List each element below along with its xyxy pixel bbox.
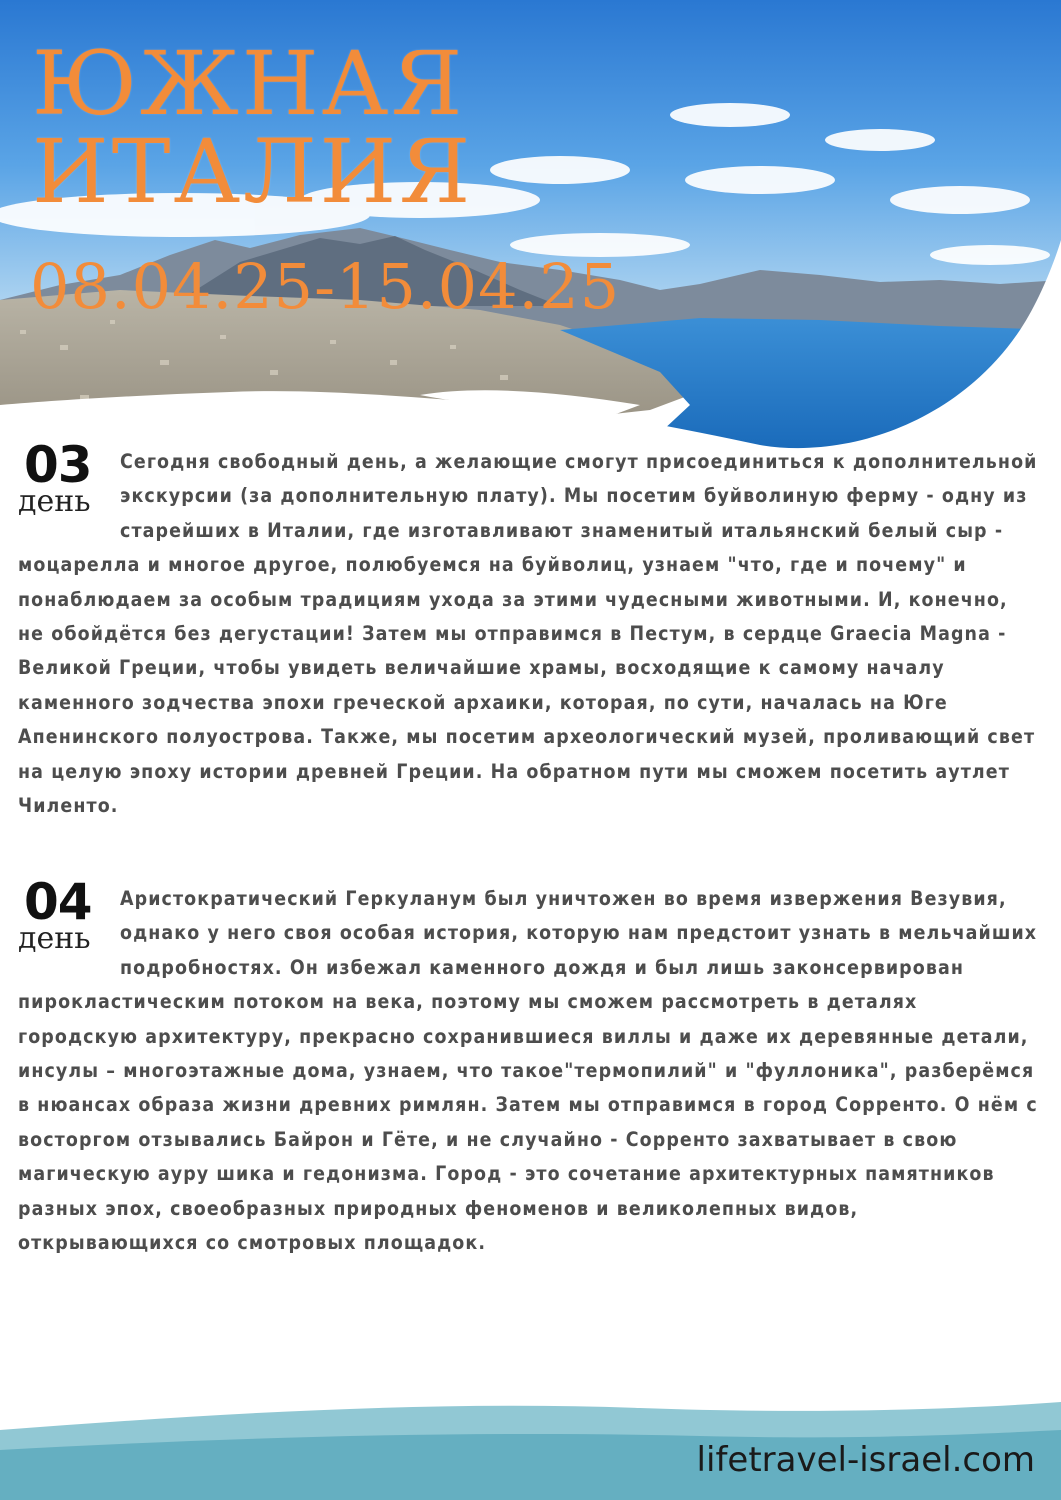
day-number: 03 <box>24 436 92 494</box>
day-number: 04 <box>24 873 92 931</box>
day-description: Аристократический Геркуланум был уничтожен во время извержения Везувия, однако у него своя особая история, которую нам предстоит узнать в мельчайших подробностях. Он избежал каменного дождя и был лишь законсервирован пирокластическим потоком на века, поэтому мы сможем рассмотреть в деталях городскую архитектуру, прекрасно сохранившиеся виллы и даже их деревянные детали, инсулы – многоэтажные дома, узнаем, что такое"термопилий" и "фуллоника", разберёмся в нюансах образа жизни древних римлян. Затем мы отправимся в город Сорренто. О нём с восторгом отзывались Байрон и Гёте, и не случайно - Сорренто захватывает в свою магическую ауру шика и гедонизма. Город - это сочетание архитектурных памятников разных эпох, своеобразных природных феноменов и великолепных видов, открывающихся со смотровых площадок. <box>18 887 1038 1255</box>
website-link[interactable]: lifetravel-israel.com <box>696 1440 1035 1480</box>
day-block-03 <box>18 436 1040 823</box>
day-word: день <box>18 484 91 519</box>
day-block-04 <box>18 873 1040 1260</box>
title-line-1: ЮЖНАЯ <box>32 32 466 135</box>
title-line-2: ИТАЛИЯ <box>32 120 474 223</box>
page-title <box>32 32 474 223</box>
day-word: день <box>18 921 91 956</box>
tour-dates: 08.04.25-15.04.25 <box>30 250 621 323</box>
day-label <box>18 873 118 956</box>
hero-photo <box>0 0 1061 470</box>
day-description: Сегодня свободный день, а желающие смогут присоединиться к дополнительной экскурсии (за дополнительную плату). Мы посетим буйволиную ферму - одну из старейших в Италии, где изготавливают знаменитый итальянский белый сыр - моцарелла и многое другое, полюбуемся на буйволиц, узнаем "что, где и почему" и понаблюдаем за особым традициям ухода за этими чудесными животными. И, конечно, не обойдётся без дегустации! Затем мы отправимся в Пестум, в сердце Graecia Magna - Великой Греции, чтобы увидеть величайшие храмы, восходящие к самому началу каменного зодчества эпохи греческой архаики, которая, по сути, началась на Юге Апенинского полуострова. Также, мы посетим археологический музей, проливающий свет на целую эпоху истории древней Греции. На обратном пути мы сможем посетить аутлет Чиленто. <box>18 450 1038 818</box>
day-label <box>18 436 118 519</box>
